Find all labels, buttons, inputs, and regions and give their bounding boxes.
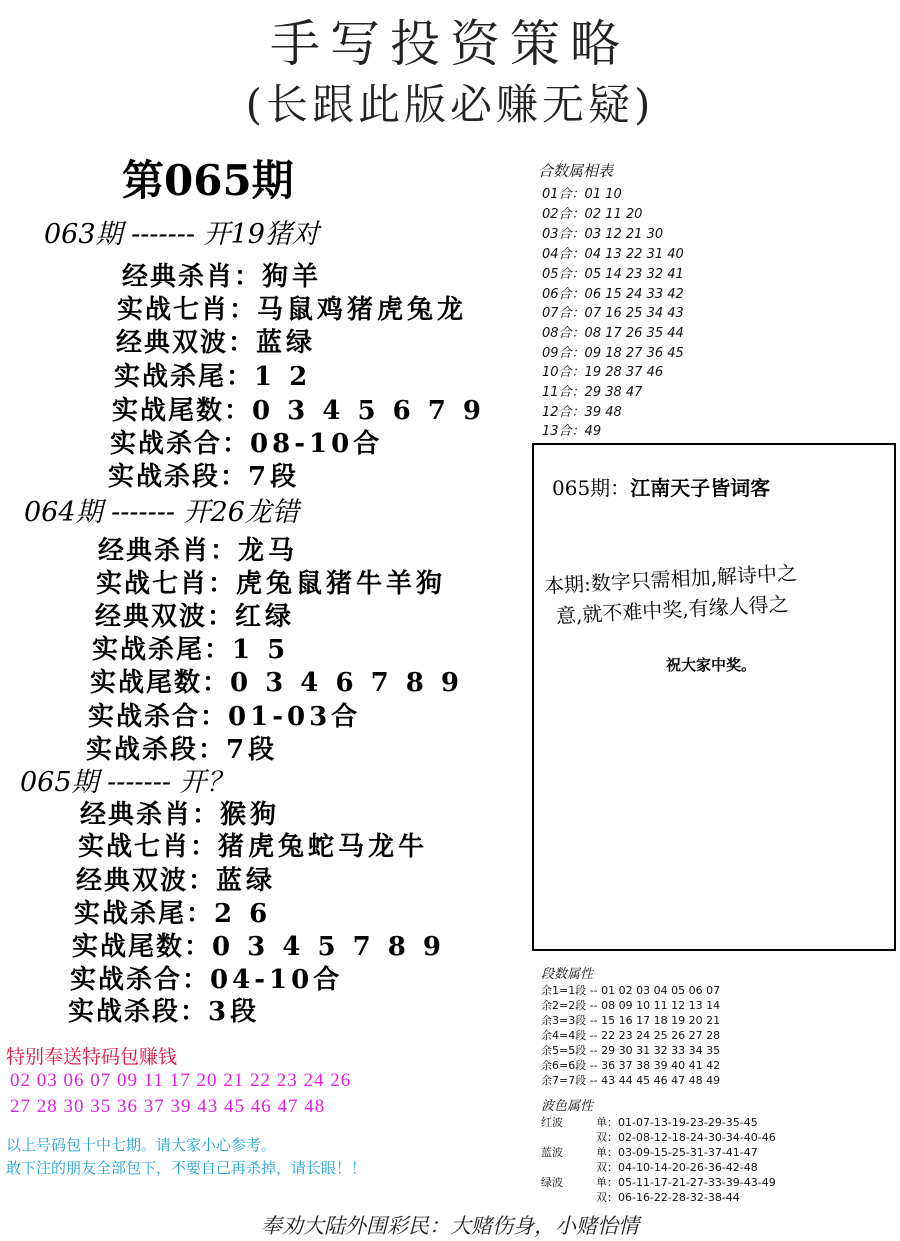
period-064-row [88,696,361,733]
row-label: 实战尾数： [72,932,213,962]
row-label: 实战杀尾： [74,899,215,929]
row-value: 蓝绿 [216,866,277,896]
issue-number: 第065期 [122,156,294,205]
poem-box [532,443,896,951]
row-value: 04-10合 [210,965,344,995]
he-table-row: 12合：39 48 [542,405,622,420]
row-value: 虎兔鼠猪牛羊狗 [236,569,447,599]
row-value: 蓝绿 [256,328,317,358]
he-table-row: 03合：03 12 21 30 [542,227,664,242]
row-label: 实战杀尾： [92,635,233,665]
row-label: 实战杀段： [86,735,227,765]
row-value: 红绿 [235,602,296,632]
row-label: 经典杀肖： [122,262,263,292]
row-label: 经典杀肖： [80,800,221,830]
he-table-row: 10合：19 28 37 46 [542,365,664,380]
period-064-row [92,629,289,666]
page-subtitle: (长跟此版必赚无疑) [245,80,655,129]
footer-warning: 奉劝大陆外围彩民：大赌伤身，小赌怡情 [261,1214,639,1238]
poem-line [552,472,770,501]
period-063-row [117,289,467,326]
row-value: 1 5 [232,635,290,665]
row-value: 0 3 4 5 6 7 9 [252,396,485,426]
bose-kind: 单： [596,1116,618,1129]
bose-nums: 04-10-14-20-26-36-42-48 [618,1161,758,1174]
wish-text: 祝大家中奖。 [666,656,757,674]
poem-issue: 065期： [552,476,631,500]
period-065-row [78,826,428,863]
row-label: 实战杀尾： [114,362,255,392]
row-value: 猪虎兔蛇马龙牛 [218,832,429,862]
row-value: 2 6 [214,899,272,929]
period-065-row [72,926,445,963]
bose-kind: 双： [596,1191,618,1204]
bose-table-row [541,1114,758,1130]
bose-nums: 02-08-12-18-24-30-34-40-46 [618,1131,776,1144]
hint-line-1: 本期:数字只需相加,解诗中之 [543,560,798,598]
row-value: 3段 [208,997,261,1027]
bose-nums: 06-16-22-28-32-38-44 [618,1191,740,1204]
period-063-row [112,390,485,427]
duan-table-row: 余5=5段 -- 29 30 31 32 33 34 35 [541,1044,721,1057]
bose-kind: 双： [596,1131,618,1144]
he-table-row: 11合：29 38 47 [542,385,643,400]
row-label: 实战杀合： [110,429,251,459]
period-064-header: 064期 ------- 开26龙错 [24,497,299,528]
row-label: 实战杀段： [68,997,209,1027]
duan-table-row: 余4=4段 -- 22 23 24 25 26 27 28 [541,1029,721,1042]
row-label: 经典双波： [116,328,257,358]
he-table-row: 06合：06 15 24 33 42 [542,287,684,302]
period-064-row [95,596,295,633]
row-value: 1 2 [254,362,312,392]
duan-table-row: 余1=1段 -- 01 02 03 04 05 06 07 [541,984,721,997]
bose-name: 蓝波 [541,1146,563,1159]
row-value: 01-03合 [228,702,362,732]
period-063-row [108,456,300,493]
row-value: 狗羊 [262,262,323,292]
special-note-2: 敢下注的朋友全部包下，不要自己再杀掉，请长眼！！ [6,1161,367,1177]
bose-table-row [541,1174,776,1190]
bose-kind: 单： [596,1176,618,1189]
poem-text: 江南天子皆词客 [630,476,771,500]
period-064-row [98,530,298,567]
special-title: 特别奉送特码包赚钱 [6,1047,178,1068]
period-065-row [74,893,271,930]
duan-table-row: 余3=3段 -- 15 16 17 18 19 20 21 [541,1014,721,1027]
row-value: 龙马 [238,536,299,566]
row-label: 经典双波： [76,866,217,896]
duan-table-title: 段数属性 [541,967,594,982]
he-table-row: 07合：07 16 25 34 43 [542,306,684,321]
period-063-header: 063期 ------- 开19猪对 [44,219,319,250]
he-table-row: 04合：04 13 22 31 40 [542,247,684,262]
he-table-title: 合数属相表 [538,162,614,180]
he-table-row: 08合：08 17 26 35 44 [542,326,684,341]
row-value: 0 3 4 5 7 8 9 [212,932,445,962]
period-064-row [90,662,463,699]
duan-table-row: 余7=7段 -- 43 44 45 46 47 48 49 [541,1074,721,1087]
bose-table-row [541,1144,758,1160]
period-065-row [68,991,260,1028]
period-063-row [116,322,316,359]
he-table-row: 02合：02 11 20 [542,207,643,222]
bose-table-title: 波色属性 [541,1099,594,1114]
row-value: 7段 [248,462,301,492]
row-label: 实战杀合： [88,702,229,732]
row-label: 经典双波： [95,602,236,632]
page-title: 手写投资策略 [270,15,630,73]
period-063-row [114,356,311,393]
bose-kind: 单： [596,1146,618,1159]
bose-nums: 03-09-15-25-31-37-41-47 [618,1146,758,1159]
row-label: 经典杀肖： [98,536,239,566]
hint-line-2: 意,就不难中奖,有缘人得之 [555,591,790,628]
bose-table-row [541,1189,740,1205]
row-value: 7段 [226,735,279,765]
period-063-row [122,256,322,293]
row-label: 实战尾数： [112,396,253,426]
bose-name: 红波 [541,1116,563,1129]
he-table-row: 13合：49 [542,424,602,439]
duan-table-row: 余2=2段 -- 08 09 10 11 12 13 14 [541,999,721,1012]
bose-table-row [541,1159,758,1175]
row-label: 实战七肖： [96,569,237,599]
he-table-row: 09合：09 18 27 36 45 [542,346,684,361]
row-label: 实战七肖： [117,295,258,325]
period-064-row [96,563,446,600]
row-label: 实战杀段： [108,462,249,492]
row-value: 0 3 4 6 7 8 9 [230,668,463,698]
row-value: 马鼠鸡猪虎兔龙 [257,295,468,325]
period-065-header: 065期 ------- 开？ [20,767,234,798]
he-table-row: 05合：05 14 23 32 41 [542,267,684,282]
bose-nums: 01-07-13-19-23-29-35-45 [618,1116,758,1129]
bose-nums: 05-11-17-21-27-33-39-43-49 [618,1176,776,1189]
row-value: 08-10合 [250,429,384,459]
period-063-row [110,423,383,460]
period-065-row [76,860,276,897]
bose-table-row [541,1129,776,1145]
row-label: 实战七肖： [78,832,219,862]
special-note-1: 以上号码包十中七期。请大家小心参考。 [6,1138,277,1154]
special-numbers-1: 02 03 06 07 09 11 17 20 21 22 23 24 26 [10,1070,352,1091]
bose-name: 绿波 [541,1176,563,1189]
row-value: 猴狗 [220,800,281,830]
row-label: 实战尾数： [90,668,231,698]
special-numbers-2: 27 28 30 35 36 37 39 43 45 46 47 48 [10,1096,326,1117]
he-table-row: 01合：01 10 [542,187,622,202]
row-label: 实战杀合： [70,965,211,995]
duan-table-row: 余6=6段 -- 36 37 38 39 40 41 42 [541,1059,721,1072]
bose-kind: 双： [596,1161,618,1174]
